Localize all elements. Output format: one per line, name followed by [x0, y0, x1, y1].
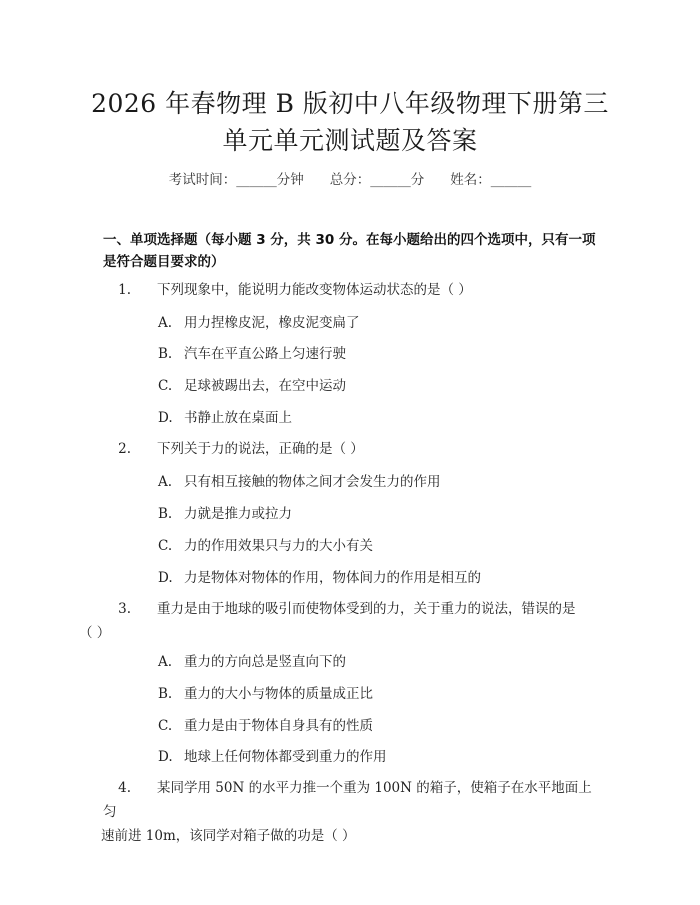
- option-text: 重力的方向总是竖直向下的: [184, 654, 346, 670]
- option-letter: B.: [158, 506, 173, 522]
- option-letter: B.: [158, 686, 173, 702]
- option-letter: C.: [158, 538, 173, 554]
- option-letter: C.: [158, 378, 173, 394]
- option-letter: D.: [158, 749, 173, 765]
- question-text-line-2: （ ）: [79, 625, 111, 641]
- exam-info-line: [0, 168, 700, 188]
- option-text: 力就是推力或拉力: [184, 506, 292, 522]
- question-text-line-1: 重力是由于地球的吸引而使物体受到的力，关于重力的说法，错误的是: [157, 601, 576, 617]
- question-2-option-d: [158, 568, 598, 588]
- question-2-option-a: [158, 472, 598, 492]
- option-letter: B.: [158, 346, 173, 362]
- option-letter: D.: [158, 570, 173, 586]
- question-number: 1.: [118, 282, 131, 298]
- question-text: 下列关于力的说法，正确的是（ ）: [157, 441, 364, 457]
- document-title-line-1: 2026 年春物理 B 版初中八年级物理下册第三: [91, 89, 609, 118]
- option-text: 地球上任何物体都受到重力的作用: [184, 749, 387, 765]
- question-3-option-a: [158, 652, 598, 672]
- name-field: 姓名：______: [450, 172, 532, 188]
- document-title-line-2: 单元单元测试题及答案: [222, 126, 478, 155]
- total-score-field: 总分：______分: [329, 172, 425, 188]
- option-text: 书静止放在桌面上: [184, 410, 292, 426]
- question-3-option-d: [158, 747, 598, 767]
- section-heading-single-choice: [103, 229, 603, 273]
- question-1-option-d: [158, 408, 598, 428]
- option-text: 足球被踢出去，在空中运动: [184, 378, 346, 394]
- section-heading-line-1: 一、单项选择题（每小题 3 分，共 30 分。在每小题给出的四个选项中，只有一项: [103, 232, 596, 248]
- question-number: 2.: [118, 441, 131, 457]
- option-letter: D.: [158, 410, 173, 426]
- option-letter: A.: [158, 315, 173, 331]
- question-text-line-2: 速前进 10m，该同学对箱子做的功是（ ）: [101, 828, 356, 844]
- option-text: 只有相互接触的物体之间才会发生力的作用: [184, 474, 441, 490]
- option-letter: A.: [158, 654, 173, 670]
- question-1-option-b: [158, 344, 598, 364]
- option-text: 重力的大小与物体的质量成正比: [184, 686, 373, 702]
- question-text: 下列现象中，能说明力能改变物体运动状态的是（ ）: [157, 282, 472, 298]
- option-letter: C.: [158, 718, 173, 734]
- option-text: 力的作用效果只与力的大小有关: [184, 538, 373, 554]
- question-2: [103, 437, 603, 461]
- question-number: 4.: [118, 780, 131, 796]
- option-text: 重力是由于物体自身具有的性质: [184, 718, 373, 734]
- question-3-option-c: [158, 716, 598, 736]
- section-heading-line-2: 是符合题目要求的）: [103, 254, 225, 270]
- question-2-option-c: [158, 536, 598, 556]
- question-number: 3.: [118, 601, 131, 617]
- question-2-option-b: [158, 504, 598, 524]
- option-text: 汽车在平直公路上匀速行驶: [184, 346, 346, 362]
- option-text: 用力捏橡皮泥，橡皮泥变扁了: [184, 315, 360, 331]
- question-1-option-c: [158, 376, 598, 396]
- question-1: [103, 278, 603, 302]
- option-letter: A.: [158, 474, 173, 490]
- question-4: [103, 776, 603, 848]
- question-1-option-a: [158, 313, 598, 333]
- exam-time-field: 考试时间：______分钟: [168, 172, 304, 188]
- question-text-line-1: 某同学用 50N 的水平力推一个重为 100N 的箱子，使箱子在水平地面上匀: [103, 780, 592, 820]
- question-3-option-b: [158, 684, 598, 704]
- option-text: 力是物体对物体的作用，物体间力的作用是相互的: [184, 570, 481, 586]
- question-3: [79, 597, 603, 645]
